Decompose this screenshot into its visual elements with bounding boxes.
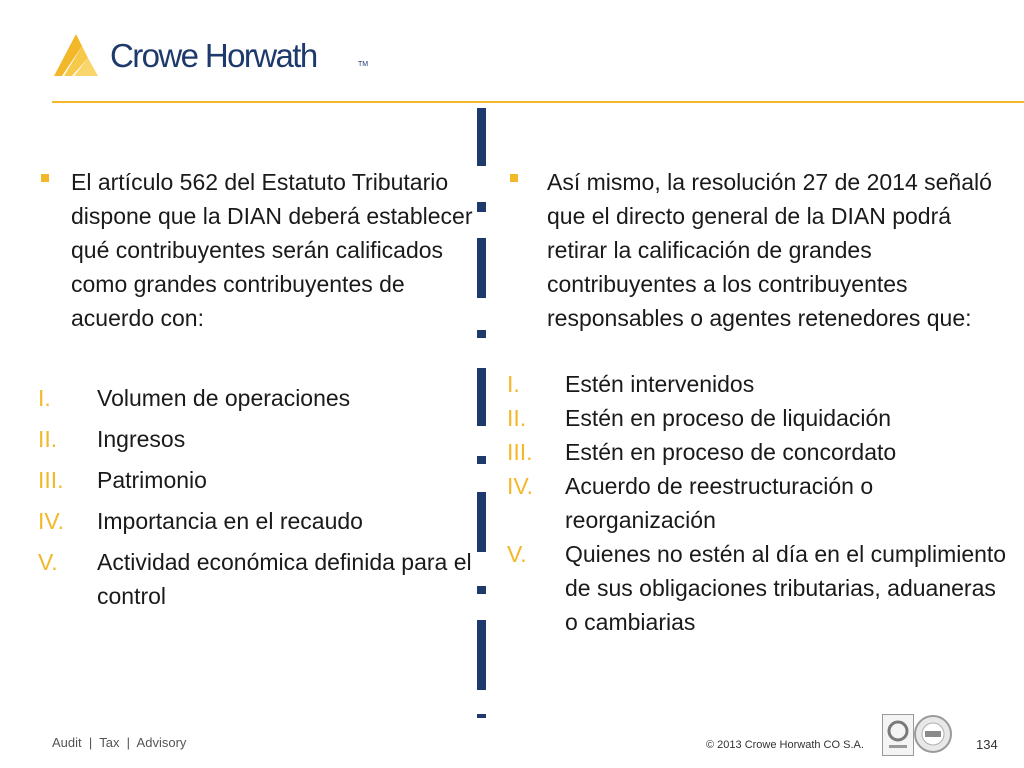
left-column (38, 165, 478, 620)
list-item (38, 381, 478, 415)
right-intro-text: Así mismo, la resolución 27 de 2014 señaló que el directo general de la DIAN podrá retirar la calificación de grandes contribuyentes a los contribuyentes responsables o agentes retenedores que: (547, 169, 992, 331)
list-item-number: IV. (38, 508, 65, 534)
list-item (507, 537, 1007, 639)
list-item-number: IV. (507, 473, 534, 499)
list-item-number: II. (38, 426, 58, 452)
square-bullet-icon (41, 174, 49, 182)
list-item-text: Patrimonio (97, 467, 207, 493)
brand-trademark: TM (358, 61, 369, 68)
list-item-text: Volumen de operaciones (97, 385, 351, 411)
list-item-text: Quienes no estén al día en el cumplimiento de sus obligaciones tributarias, aduaneras o cambiarias (565, 541, 1007, 635)
list-item-text: Acuerdo de reestructuración o reorganización (565, 473, 874, 533)
left-intro-text: El artículo 562 del Estatuto Tributario dispone que la DIAN deberá establecer qué contribuyentes serán calificados como grandes contribuyentes de acuerdo con: (71, 169, 473, 331)
footer-services: Audit | Tax | Advisory (52, 735, 187, 750)
list-item-text: Importancia en el recaudo (97, 508, 363, 534)
right-intro-paragraph (507, 165, 1007, 335)
list-item (38, 463, 478, 497)
list-item-number: I. (507, 371, 520, 397)
list-item (507, 367, 1007, 401)
right-conditions-list (507, 367, 1007, 639)
brand-name: Crowe Horwath (110, 37, 317, 74)
list-item-number: III. (507, 439, 533, 465)
crowe-horwath-mark-icon (52, 30, 104, 80)
square-bullet-icon (510, 174, 518, 182)
list-item-text: Estén intervenidos (565, 371, 755, 397)
list-item-text: Actividad económica definida para el control (97, 549, 472, 609)
list-item (507, 469, 1007, 537)
list-item (38, 545, 478, 613)
list-item-number: V. (38, 549, 58, 575)
header-rule (52, 101, 1024, 103)
list-item (38, 504, 478, 538)
list-item-number: II. (507, 405, 527, 431)
certification-badge-icon (882, 714, 914, 756)
list-item (507, 401, 1007, 435)
left-intro-paragraph (38, 165, 478, 335)
left-criteria-list (38, 381, 478, 613)
page-number: 134 (976, 737, 998, 752)
footer-copyright: © 2013 Crowe Horwath CO S.A. (706, 739, 864, 751)
list-item-number: V. (507, 541, 527, 567)
list-item-text: Ingresos (97, 426, 186, 452)
list-item (507, 435, 1007, 469)
list-item (38, 422, 478, 456)
list-item-number: III. (38, 467, 64, 493)
list-item-number: I. (38, 385, 51, 411)
iqnet-seal-icon (913, 714, 953, 754)
center-divider (477, 108, 489, 720)
list-item-text: Estén en proceso de concordato (565, 439, 897, 465)
list-item-text: Estén en proceso de liquidación (565, 405, 892, 431)
right-column (507, 165, 1007, 639)
